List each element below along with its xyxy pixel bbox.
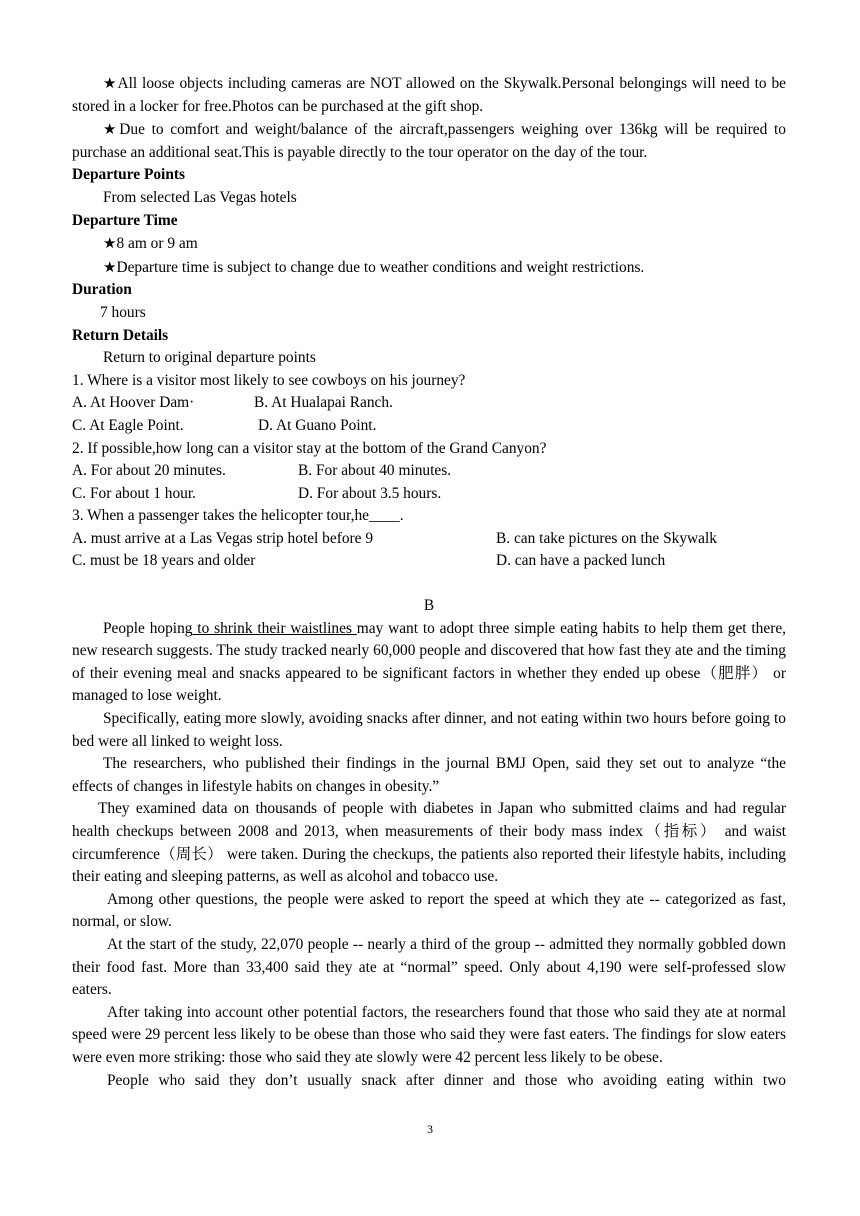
option-b: B. For about 40 minutes. bbox=[298, 462, 452, 480]
passage-paragraph: People who said they don’t usually snack after dinner and those who avoiding eating within two bbox=[107, 1071, 786, 1089]
question-stem: 2. If possible,how long can a visitor stay at the bottom of the Grand Canyon? bbox=[72, 439, 547, 457]
option-a: A. For about 20 minutes. bbox=[72, 462, 226, 480]
star-icon: ★ bbox=[103, 74, 118, 92]
option-d: D. can have a packed lunch bbox=[496, 552, 666, 570]
section-label: B bbox=[423, 597, 435, 615]
option-d: D. At Guano Point. bbox=[258, 416, 377, 434]
option-d: D. For about 3.5 hours. bbox=[298, 484, 442, 502]
return-heading: Return Details bbox=[72, 326, 169, 344]
option-c: C. At Eagle Point. bbox=[72, 416, 184, 434]
passage-paragraph: The researchers, who published their findings in the journal BMJ Open, said they set out to analyze “the effects of changes in lifestyle habits on changes in obesity.” bbox=[72, 755, 786, 795]
question-options-row bbox=[72, 460, 786, 483]
option-c: C. For about 1 hour. bbox=[72, 484, 196, 502]
departure-points-heading: Departure Points bbox=[72, 166, 185, 184]
question-options-row bbox=[72, 483, 786, 506]
departure-time-item: ★8 am or 9 am bbox=[103, 234, 198, 253]
note-loose-objects bbox=[72, 72, 786, 118]
option-a: A. At Hoover Dam· bbox=[72, 394, 195, 412]
star-icon: ★ bbox=[103, 120, 120, 139]
option-b: B. can take pictures on the Skywalk bbox=[496, 529, 717, 547]
duration-heading: Duration bbox=[72, 281, 132, 299]
page-number: 3 bbox=[427, 1122, 433, 1136]
question-options-row bbox=[72, 415, 786, 438]
question-options-row bbox=[72, 550, 786, 573]
note-weight bbox=[72, 118, 786, 164]
passage-paragraph: They examined data on thousands of people with diabetes in Japan who submitted claims and had regular health checkups between 2008 and 2013, when measurements of their body mass index（指标） and waist circumference（周长） were taken. During the checkups, the patients also reported their lifestyle habits, including their eating and sleeping patterns, as well as alcohol and tobacco use. bbox=[72, 800, 786, 886]
star-icon: ★ bbox=[103, 257, 117, 276]
question-stem: 1. Where is a visitor most likely to see cowboys on his journey? bbox=[72, 371, 466, 389]
passage-paragraph: Specifically, eating more slowly, avoiding snacks after dinner, and not eating within two hours before going to bed were all linked to weight loss. bbox=[72, 710, 786, 750]
question-options-row bbox=[72, 392, 786, 415]
departure-time-item: ★Departure time is subject to change due to weather conditions and weight restrictions. bbox=[103, 257, 645, 276]
duration-text: 7 hours bbox=[100, 303, 146, 321]
passage-paragraph: Among other questions, the people were asked to report the speed at which they ate -- categorized as fast, normal, or slow. bbox=[72, 890, 786, 931]
passage-paragraph: At the start of the study, 22,070 people -- nearly a third of the group -- admitted they normally gobbled down their food fast. More than 33,400 said they ate at “normal” speed. Only about 4,190 were self-professed slow eaters. bbox=[72, 935, 786, 999]
return-text: Return to original departure points bbox=[103, 349, 316, 367]
question-stem: 3. When a passenger takes the helicopter tour,he____. bbox=[72, 507, 404, 525]
question-options-row bbox=[72, 528, 786, 551]
departure-points-text: From selected Las Vegas hotels bbox=[103, 188, 297, 206]
document-page bbox=[72, 72, 786, 1092]
passage-paragraph: People hoping to shrink their waistlines may want to adopt three simple eating habits to help them get there, new research suggests. The study tracked nearly 60,000 people and discovered that how fast they ate and the timing of their evening meal and snacks appeared to be significant factors in whether they ended up obese（肥胖） or managed to lose weight. bbox=[72, 619, 786, 705]
passage-paragraph: After taking into account other potential factors, the researchers found that those who said they ate at normal speed were 29 percent less likely to be obese than those who said they were fast eaters. The findings for slow eaters were even more striking: those who said they ate slowly were 42 percent less likely to be obese. bbox=[72, 1003, 786, 1066]
underlined-phrase: to shrink their waistlines bbox=[192, 619, 357, 637]
note-loose-objects-text: All loose objects including cameras are NOT allowed on the Skywalk.Personal belongings will need to be stored in a locker for free.Photos can be purchased at the gift shop. bbox=[72, 75, 786, 115]
note-weight-text: Due to comfort and weight/balance of the aircraft,passengers weighing over 136kg will be required to purchase an additional seat.This is payable directly to the tour operator on the day of the tour. bbox=[72, 121, 786, 161]
option-a: A. must arrive at a Las Vegas strip hotel before 9 bbox=[72, 529, 374, 547]
option-b: B. At Hualapai Ranch. bbox=[254, 394, 393, 412]
option-c: C. must be 18 years and older bbox=[72, 552, 256, 570]
star-icon: ★ bbox=[103, 234, 117, 253]
departure-time-heading: Departure Time bbox=[72, 211, 178, 229]
